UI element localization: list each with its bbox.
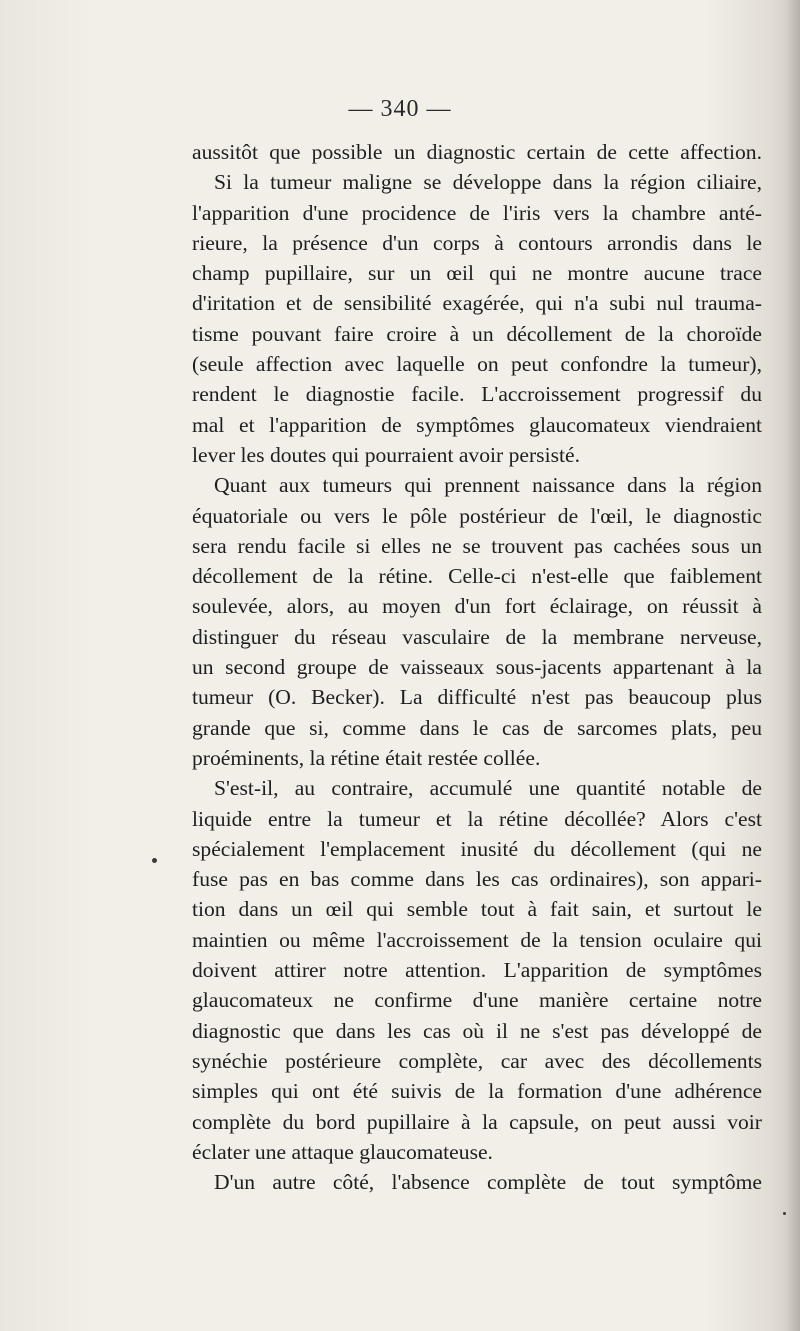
text-line: rieure, la présence d'un corps à contours arrondis dans le [192,230,762,255]
text-line: spécialement l'emplacement inusité du décollement (qui ne [192,836,762,861]
text-line: complète du bord pupillaire à la capsule, on peut aussi voir [192,1109,762,1134]
text-line: (seule affection avec laquelle on peut confondre la tumeur), [192,352,762,377]
text-line: décollement de la rétine. Celle-ci n'est-elle que faiblement [192,564,762,589]
text-line: S'est-il, au contraire, accumulé une quantité notable de [214,776,762,801]
text-line: un second groupe de vaisseaux sous-jacents appartenant à la [192,655,762,680]
text-line: tumeur (O. Becker). La difficulté n'est pas beaucoup plus [192,685,762,710]
text-line: sera rendu facile si elles ne se trouvent pas cachées sous un [192,533,762,558]
text-line: tisme pouvant faire croire à un décollement de la choroïde [192,321,762,346]
body-text [192,137,762,1197]
text-line: synéchie postérieure complète, car avec des décollements [192,1048,762,1073]
text-line: rendent le diagnostie facile. L'accroissement progressif du [192,382,762,407]
text-line: Si la tumeur maligne se développe dans la région ciliaire, [214,170,762,195]
page-edge-shadow [786,0,800,1331]
ink-speck [152,858,157,863]
text-line: simples qui ont été suivis de la formation d'une adhérence [192,1079,762,1104]
text-line: proéminents, la rétine était restée collée. [192,745,541,770]
text-line: D'un autre côté, l'absence complète de tout symptôme [214,1170,762,1195]
text-line: soulevée, alors, au moyen d'un fort éclairage, on réussit à [192,594,762,619]
text-line: l'apparition d'une procidence de l'iris vers la chambre anté- [192,200,762,225]
text-line: Quant aux tumeurs qui prennent naissance dans la région [214,473,762,498]
text-line: maintien ou même l'accroissement de la tension oculaire qui [192,927,762,952]
text-line: distinguer du réseau vasculaire de la membrane nerveuse, [192,624,762,649]
text-line: grande que si, comme dans le cas de sarcomes plats, peu [192,715,762,740]
text-line: glaucomateux ne confirme d'une manière certaine notre [192,988,762,1013]
text-line: diagnostic que dans les cas où il ne s'est pas développé de [192,1018,762,1043]
text-line: champ pupillaire, sur un œil qui ne montre aucune trace [192,261,762,286]
ink-speck [783,1212,786,1215]
text-line: fuse pas en bas comme dans les cas ordinaires), son appari- [192,867,762,892]
page-number: — 340 — [348,96,452,122]
text-line: doivent attirer notre attention. L'apparition de symptômes [192,958,762,983]
text-line: tion dans un œil qui semble tout à fait sain, et surtout le [192,897,762,922]
text-line: lever les doutes qui pourraient avoir persisté. [192,442,580,467]
text-line: d'iritation et de sensibilité exagérée, qui n'a subi nul trauma- [192,291,762,316]
text-line: équatoriale ou vers le pôle postérieur de l'œil, le diagnostic [192,503,762,528]
text-line: éclater une attaque glaucomateuse. [192,1139,493,1164]
text-line: mal et l'apparition de symptômes glaucomateux viendraient [192,412,762,437]
text-line: liquide entre la tumeur et la rétine décollée? Alors c'est [192,806,762,831]
text-line: aussitôt que possible un diagnostic certain de cette affection. [192,140,762,164]
